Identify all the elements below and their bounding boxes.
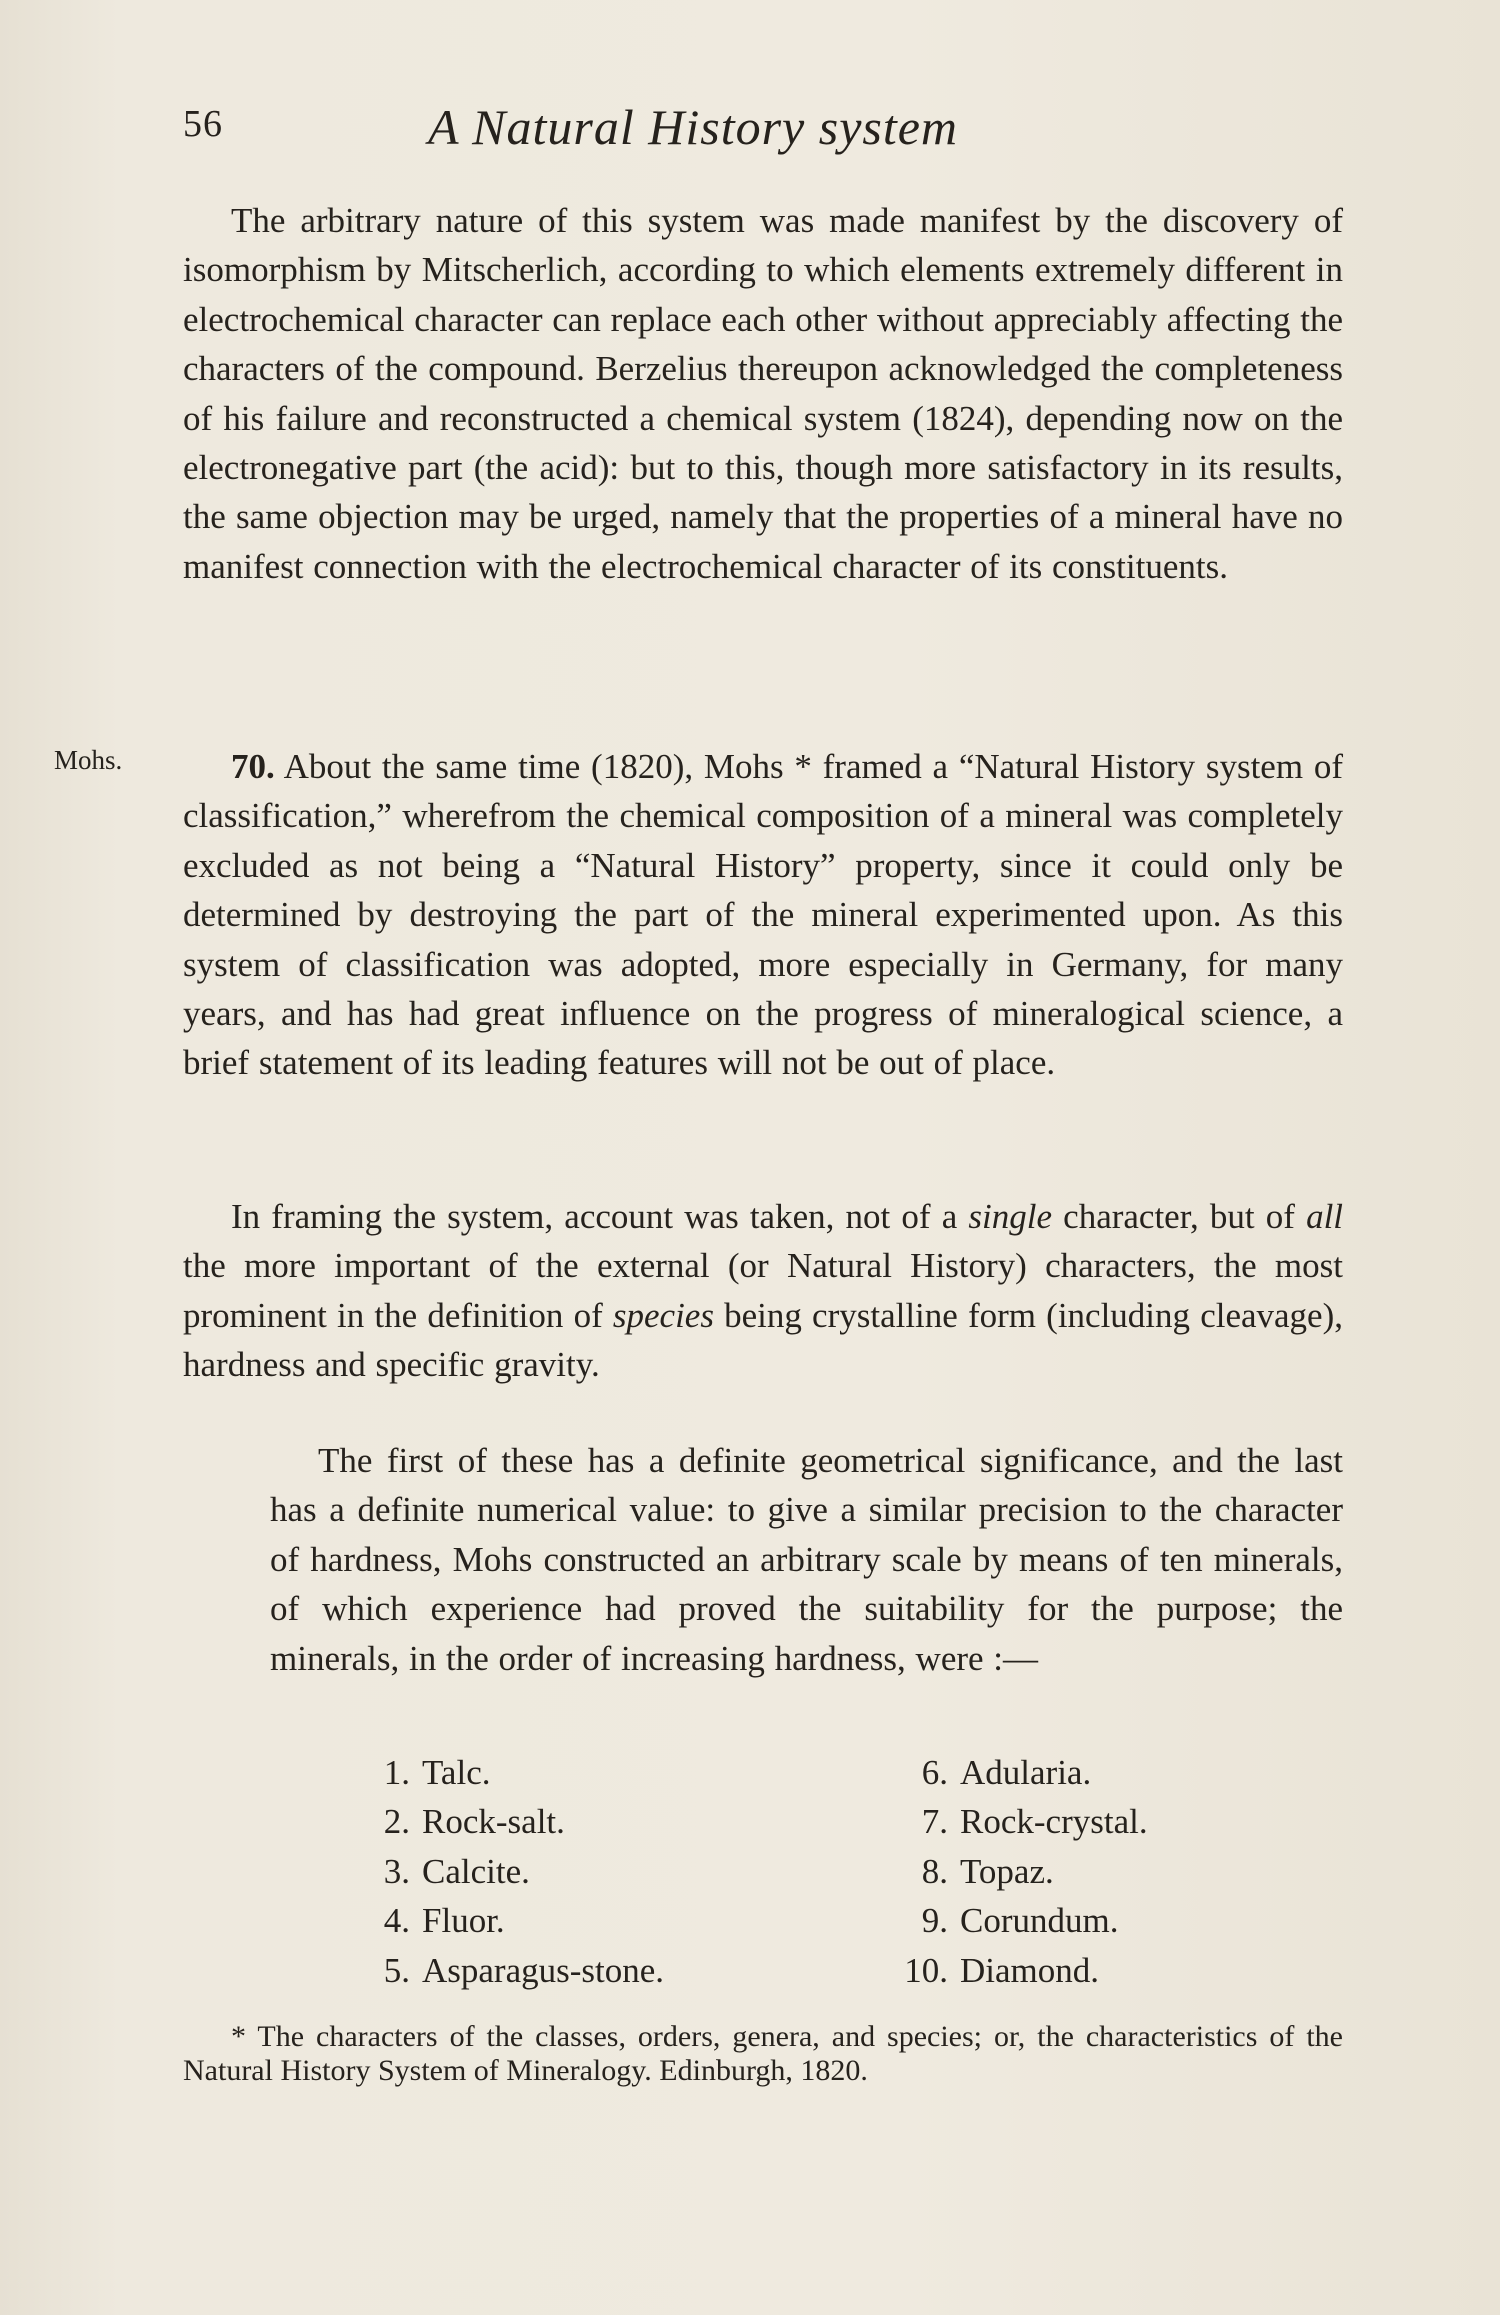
list-item xyxy=(354,1797,664,1846)
text-run: In framing the system, account was taken, not of a xyxy=(231,1197,969,1236)
list-number: 9. xyxy=(921,1901,948,1941)
list-item xyxy=(880,1847,1148,1896)
list-number: 6. xyxy=(921,1753,948,1792)
paragraph-isomorphism: The arbitrary nature of this system was made manifest by the discovery of isomorphism by Mitscherlich, according to which elements extremely different in electrochemical character can replace each other without appreciably affecting the characters of the compound. Berzelius thereupon acknowledged the completeness of his failure and reconstructed a chemical system (1824), depending now on the electronegative part (the acid): but to this, though more satisfactory in its results, the same objection may be urged, namely that the properties of a mineral have no manifest connection with the electrochemical character of its constituents. xyxy=(183,201,1343,586)
list-item xyxy=(880,1946,1148,1995)
hardness-list-right xyxy=(880,1748,1148,1995)
mineral-name: Rock-salt. xyxy=(422,1802,565,1842)
hardness-list-left xyxy=(354,1748,664,1995)
list-item xyxy=(354,1946,664,1995)
paragraph-hardness: The first of these has a definite geometrical significance, and the last has a definite numerical value: to give a similar precision to the character of hardness, Mohs constructed an arbitrary scale by means of ten minerals, of which experience had proved the suitability for the purpose; the minerals, in the order of increasing hardness, were :— xyxy=(270,1441,1343,1678)
list-number: 8. xyxy=(921,1851,948,1891)
mineral-name: Calcite. xyxy=(422,1851,530,1891)
mineral-name: Asparagus-stone. xyxy=(422,1950,665,1990)
emphasis-species: species xyxy=(612,1295,714,1335)
text-run: the more important of the external (or Natural History) characters, the most prominent in the definition of xyxy=(183,1246,1343,1335)
text-run: character, but of xyxy=(1052,1197,1307,1236)
list-number: 2. xyxy=(383,1802,410,1842)
margin-note-mohs: Mohs. xyxy=(54,745,123,775)
paragraph-70-text: About the same time (1820), Mohs * framed a “Natural History system of classification,” wherefrom the chemical composition of a mineral was completely excluded as not being a “Natural History” property, since it could only be determined by destroying the part of the mineral experimented upon. As this system of classification was adopted, more especially in Germany, for many years, and has had great influence on the progress of mineralogical science, a brief statement of its leading features will not be out of place. xyxy=(183,747,1343,1083)
page-number: 56 xyxy=(183,103,223,145)
list-number: 3. xyxy=(383,1851,410,1891)
mineral-name: Corundum. xyxy=(960,1901,1119,1941)
list-number: 5. xyxy=(383,1950,410,1990)
mineral-name: Fluor. xyxy=(422,1901,505,1941)
page-header xyxy=(183,98,1363,158)
text-run: being crystalline form (including cleavage), hardness and specific gravity. xyxy=(183,1295,1343,1385)
running-title: A Natural History system xyxy=(428,99,959,155)
list-number: 1. xyxy=(383,1753,410,1792)
list-item xyxy=(354,1748,664,1797)
paragraph-framing xyxy=(183,1192,1343,1390)
emphasis-all: all xyxy=(1306,1197,1344,1236)
mineral-name: Diamond. xyxy=(960,1950,1100,1990)
list-item xyxy=(354,1896,664,1945)
footnote: * The characters of the classes, orders, genera, and species; or, the characteristics of the Natural History System of Mineralogy. Edinburgh, 1820. xyxy=(183,2020,1343,2087)
paragraph-70 xyxy=(183,742,1343,1088)
list-item xyxy=(354,1847,664,1896)
list-item xyxy=(880,1896,1148,1945)
list-number: 7. xyxy=(921,1802,948,1842)
list-number: 4. xyxy=(383,1901,410,1941)
list-item xyxy=(880,1748,1148,1797)
mineral-name: Topaz. xyxy=(960,1851,1054,1891)
paragraph-number: 70. xyxy=(231,747,275,786)
mineral-name: Talc. xyxy=(422,1753,491,1792)
list-number: 10. xyxy=(904,1950,948,1990)
list-item xyxy=(880,1797,1148,1846)
emphasis-single: single xyxy=(968,1197,1053,1236)
mineral-name: Adularia. xyxy=(960,1753,1092,1792)
mineral-name: Rock-crystal. xyxy=(960,1802,1148,1842)
